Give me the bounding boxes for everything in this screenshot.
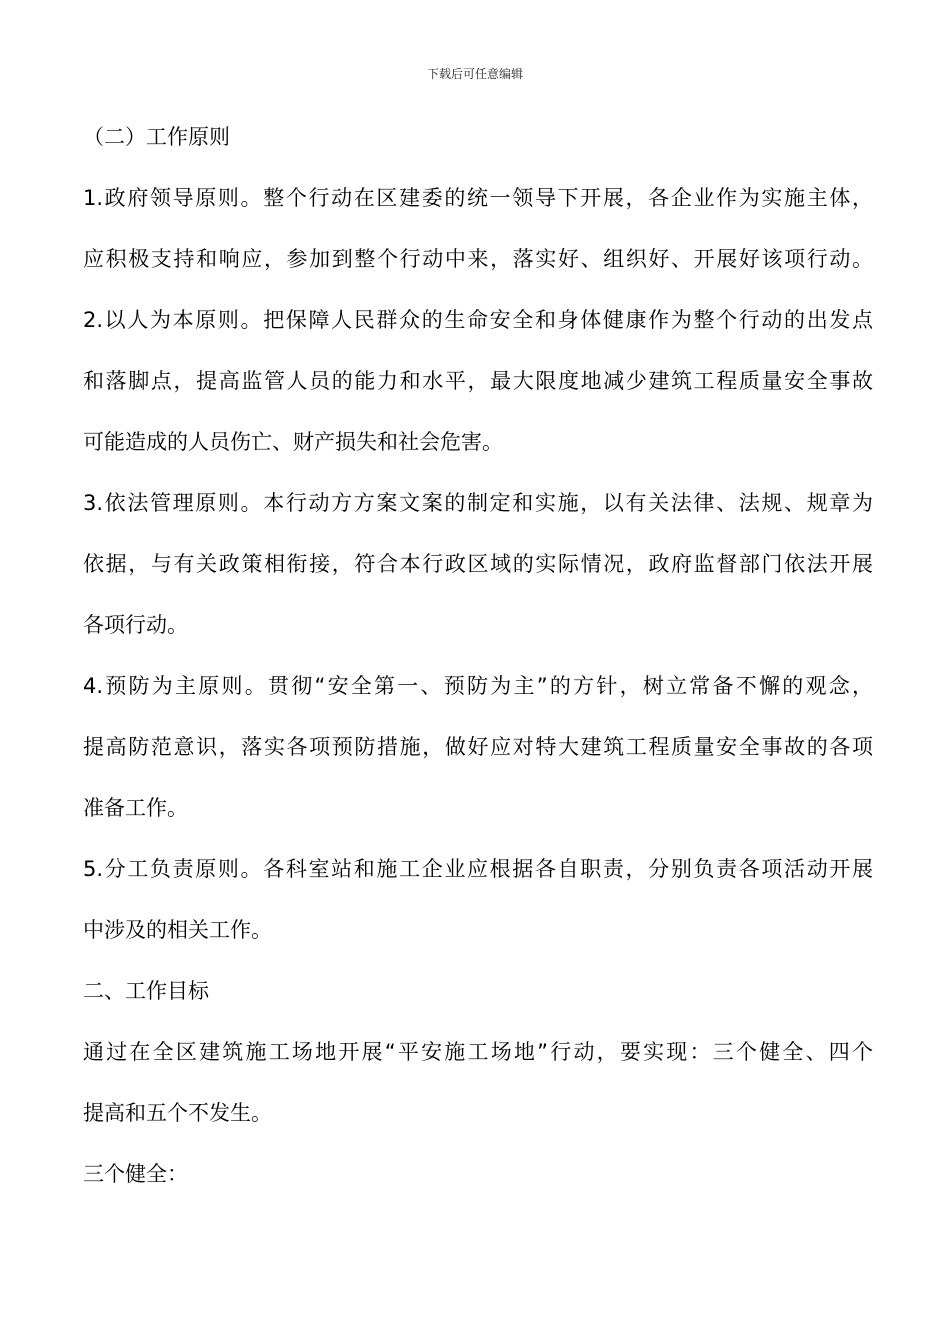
text-line: 二、工作目标 — [83, 979, 209, 1003]
text-line: 三个健全： — [83, 1162, 188, 1186]
text-line: 准备工作。 — [83, 796, 188, 820]
text-line: 可能造成的人员伤亡、财产损失和社会危害。 — [83, 430, 503, 454]
text-line: 4.预防为主原则。贯彻“安全第一、预防为主”的方针，树立常备不懈的观念， — [83, 674, 873, 698]
text-line: 依据，与有关政策相衔接，符合本行政区域的实际情况，政府监督部门依法开展 — [83, 552, 873, 576]
text-line: 5.分工负责原则。各科室站和施工企业应根据各自职责，分别负责各项活动开展 — [83, 857, 873, 881]
text-line: 2.以人为本原则。把保障人民群众的生命安全和身体健康作为整个行动的出发点 — [83, 308, 873, 332]
text-line: 中涉及的相关工作。 — [83, 918, 272, 942]
text-line: 3.依法管理原则。本行动方方案文案的制定和实施，以有关法律、法规、规章为 — [83, 491, 873, 515]
document-body — [83, 107, 873, 1205]
text-line: 提高和五个不发生。 — [83, 1101, 272, 1125]
page-header: 下载后可任意编辑 — [426, 67, 523, 81]
text-line: 1.政府领导原则。整个行动在区建委的统一领导下开展，各企业作为实施主体， — [83, 186, 873, 210]
text-line: 应积极支持和响应，参加到整个行动中来，落实好、组织好、开展好该项行动。 — [83, 247, 873, 271]
text-line: （二）工作原则 — [83, 125, 230, 149]
text-line: 各项行动。 — [83, 613, 188, 637]
text-line: 提高防范意识，落实各项预防措施，做好应对特大建筑工程质量安全事故的各项 — [83, 735, 873, 759]
text-line: 通过在全区建筑施工场地开展“平安施工场地”行动，要实现：三个健全、四个 — [83, 1040, 873, 1064]
text-line: 和落脚点，提高监管人员的能力和水平，最大限度地减少建筑工程质量安全事故 — [83, 369, 873, 393]
